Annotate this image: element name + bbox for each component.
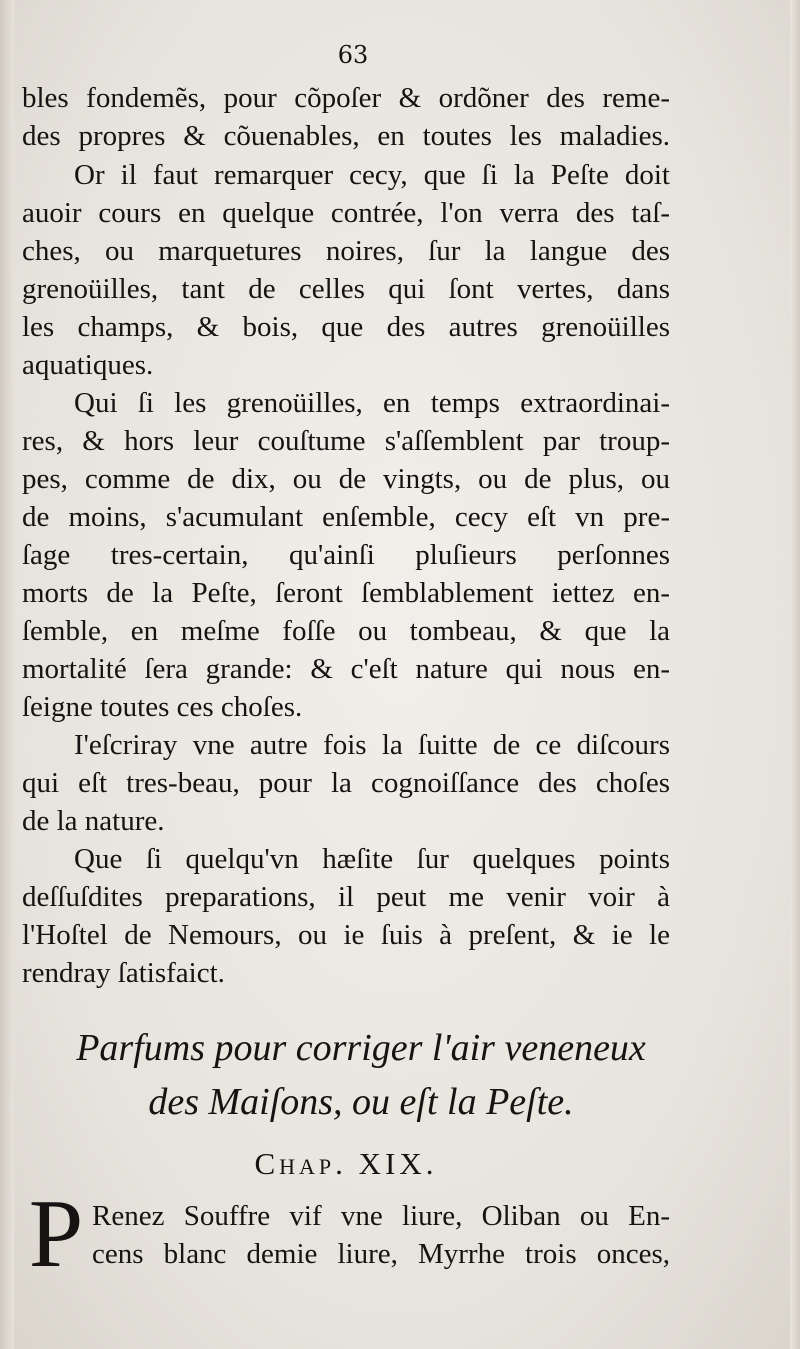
text-line: Que ſi quelqu'vn hæſite ſur quelques points	[74, 843, 670, 875]
text-line: morts de la Peſte, ſeront ſemblablement iettez en-	[22, 577, 670, 609]
text-line: qui eſt tres-beau, pour la cognoiſſance des choſes	[22, 767, 670, 799]
text-line: bles fondemẽs, pour cõpoſer & ordõner des reme-	[22, 82, 670, 114]
chapter-text-line: Renez Souffre vif vne liure, Oliban ou En-	[92, 1200, 670, 1232]
text-line: Or il faut remarquer cecy, que ſi la Peſte doit	[74, 159, 670, 191]
chapter-label: Chap. XIX.	[254, 1146, 438, 1181]
text-line: res, & hors leur couſtume s'aſſemblent par troup-	[22, 425, 670, 457]
text-line: l'Hoſtel de Nemours, ou ie ſuis à preſent, & ie le	[22, 919, 670, 951]
text-line: I'eſcriray vne autre fois la ſuitte de ce diſcours	[74, 729, 670, 761]
text-line: de la nature.	[22, 805, 165, 837]
text-line: de moins, s'acumulant enſemble, cecy eſt vn pre-	[22, 501, 670, 533]
text-line: ſage tres-certain, qu'ainſi pluſieurs perſonnes	[22, 539, 670, 571]
text-line: ſemble, en meſme foſſe ou tombeau, & que la	[22, 615, 670, 647]
text-line: les champs, & bois, que des autres grenoüilles	[22, 311, 670, 343]
text-line: mortalité ſera grande: & c'eſt nature qui nous en-	[22, 653, 670, 685]
text-line: ches, ou marquetures noires, ſur la langue des	[22, 235, 670, 267]
text-line: aquatiques.	[22, 349, 154, 381]
text-line: Qui ſi les grenoüilles, en temps extraordinai-	[74, 387, 670, 419]
page-left-edge	[0, 0, 14, 1349]
text-line: des propres & cõuenables, en toutes les maladies.	[22, 120, 670, 152]
text-line: pes, comme de dix, ou de vingts, ou de plus, ou	[22, 463, 670, 495]
chapter-text-line: cens blanc demie liure, Myrrhe trois onces,	[92, 1238, 670, 1270]
text-line: ſeigne toutes ces choſes.	[22, 691, 303, 723]
page-number: 63	[337, 41, 369, 69]
section-heading-line-1: Parfums pour corriger l'air veneneux	[76, 1027, 646, 1069]
drop-cap: P	[28, 1180, 84, 1288]
text-line: rendray ſatisfaict.	[22, 957, 225, 989]
text-line: grenoüilles, tant de celles qui ſont vertes, dans	[22, 273, 670, 305]
text-line: auoir cours en quelque contrée, l'on verra des taſ-	[22, 197, 670, 229]
section-heading-line-2: des Maiſons, ou eſt la Peſte.	[148, 1081, 574, 1123]
page-right-edge	[790, 0, 800, 1349]
text-line: deſſuſdites preparations, il peut me venir voir à	[22, 881, 670, 913]
